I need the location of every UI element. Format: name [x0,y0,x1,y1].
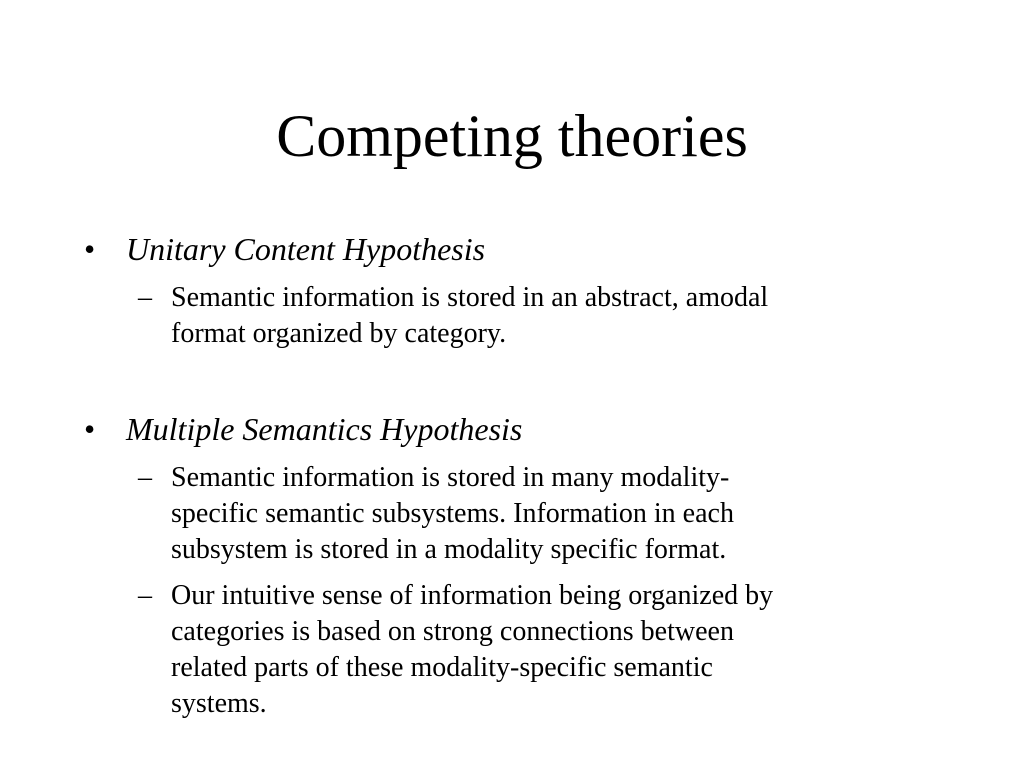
subitem-text [171,280,768,352]
slide-title: Competing theories [276,103,748,169]
subitem-text [171,460,734,568]
subitem-line: systems. [171,688,267,719]
dash-icon: – [138,462,152,493]
bullet-icon: • [84,231,96,267]
subitem-text [171,578,773,722]
subitem-line: specific semantic subsystems. Information in each [171,498,734,529]
subitem-line: Our intuitive sense of information being organized by [171,580,774,611]
subitem-line: related parts of these modality-specific semantic [171,652,713,683]
subitem-line: Semantic information is stored in an abstract, amodal [171,282,769,313]
bullet-icon: • [84,411,96,447]
subitem-line: format organized by category. [171,318,507,349]
bullet-heading: Multiple Semantics Hypothesis [126,411,523,447]
dash-icon: – [138,282,152,313]
bullet-heading: Unitary Content Hypothesis [126,231,486,267]
subitem-line: categories is based on strong connections between [171,616,734,647]
subitem-line: subsystem is stored in a modality specific format. [171,534,727,565]
subitem-line: Semantic information is stored in many modality- [171,462,730,493]
dash-icon: – [138,580,152,611]
